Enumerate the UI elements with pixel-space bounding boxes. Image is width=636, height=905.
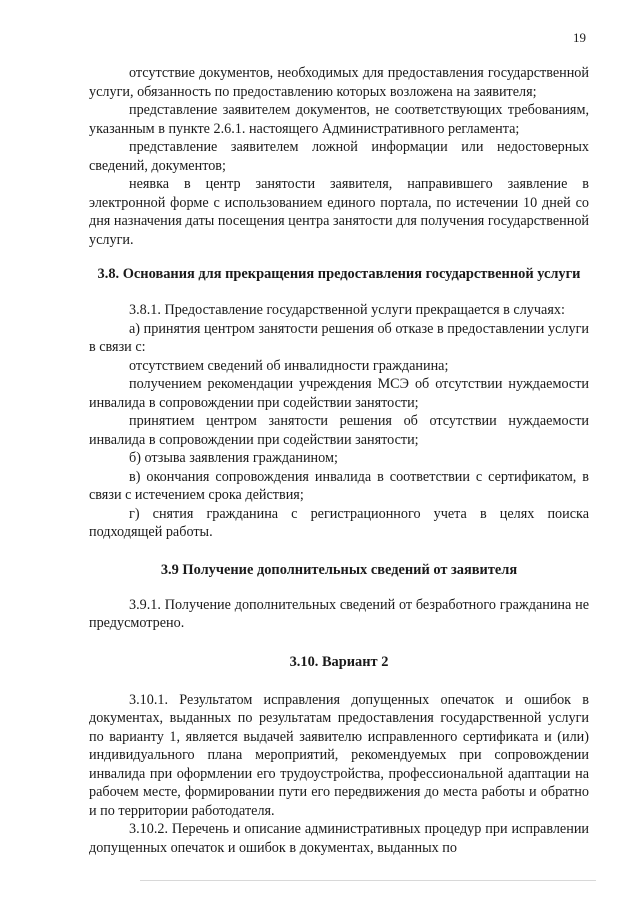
section-heading-3-8: 3.8. Основания для прекращения предоставления государственной услуги <box>97 266 581 282</box>
paragraph: неявка в центр занятости заявителя, направившего заявление в электронной форме с использованием единого портала, по истечении 10 дней со дня назначения даты посещения центра занятости для получения государственной услуги. <box>89 176 589 248</box>
paragraph: отсутствие документов, необходимых для предоставления государственной услуги, обязанность по предоставлению которых возложена на заявителя; <box>89 65 589 100</box>
spacer <box>89 580 589 596</box>
paragraph: получением рекомендации учреждения МСЭ об отсутствии нуждаемости инвалида в сопровождении при содействии занятости; <box>89 376 589 411</box>
paragraph: 3.10.1. Результатом исправления допущенных опечаток и ошибок в документах, выданных по результатам предоставления государственной услуги по варианту 1, является выдачей заявителю исправленного сертификата и (или) индивидуального плана мероприятий, рекомендуемых при сопровождении инвалида при оформлении его трудоустройства, профессиональной адаптации на рабочем месте, формировании пути его передвижения до места работы и обратно и по территории работодателя. <box>89 691 589 819</box>
spacer <box>89 284 589 301</box>
paragraph: отсутствием сведений об инвалидности гражданина; <box>129 357 449 374</box>
paragraph: 3.9.1. Получение дополнительных сведений от безработного гражданина не предусмотрено. <box>89 596 589 631</box>
spacer <box>89 542 589 561</box>
scan-edge-line <box>140 880 596 881</box>
section-heading-3-10: 3.10. Вариант 2 <box>289 653 389 670</box>
paragraph: представление заявителем документов, не соответствующих требованиям, указанным в пункте 2.6.1. настоящего Административного регламента; <box>89 102 589 137</box>
paragraph: г) снятия гражданина с регистрационного учета в целях поиска подходящей работы. <box>89 505 589 540</box>
spacer <box>89 633 589 653</box>
paragraph: в) окончания сопровождения инвалида в соответствии с сертификатом, в связи с истечением срока действия; <box>89 468 589 503</box>
document-body <box>89 64 589 857</box>
paragraph: 3.10.2. Перечень и описание административных процедур при исправлении допущенных опечаток и ошибок в документах, выданных по <box>89 821 589 856</box>
page-number: 19 <box>573 30 586 45</box>
section-heading-3-9: 3.9 Получение дополнительных сведений от заявителя <box>160 561 518 578</box>
paragraph: 3.8.1. Предоставление государственной услуги прекращается в случаях: <box>129 302 565 318</box>
paragraph: принятием центром занятости решения об отсутствии нуждаемости инвалида в сопровождении при содействии занятости; <box>89 413 589 448</box>
spacer <box>89 249 589 265</box>
paragraph: а) принятия центром занятости решения об отказе в предоставлении услуги в связи с: <box>89 320 589 355</box>
paragraph: б) отзыва заявления гражданином; <box>129 450 338 466</box>
paragraph: представление заявителем ложной информации или недостоверных сведений, документов; <box>89 139 589 174</box>
spacer <box>89 672 589 691</box>
